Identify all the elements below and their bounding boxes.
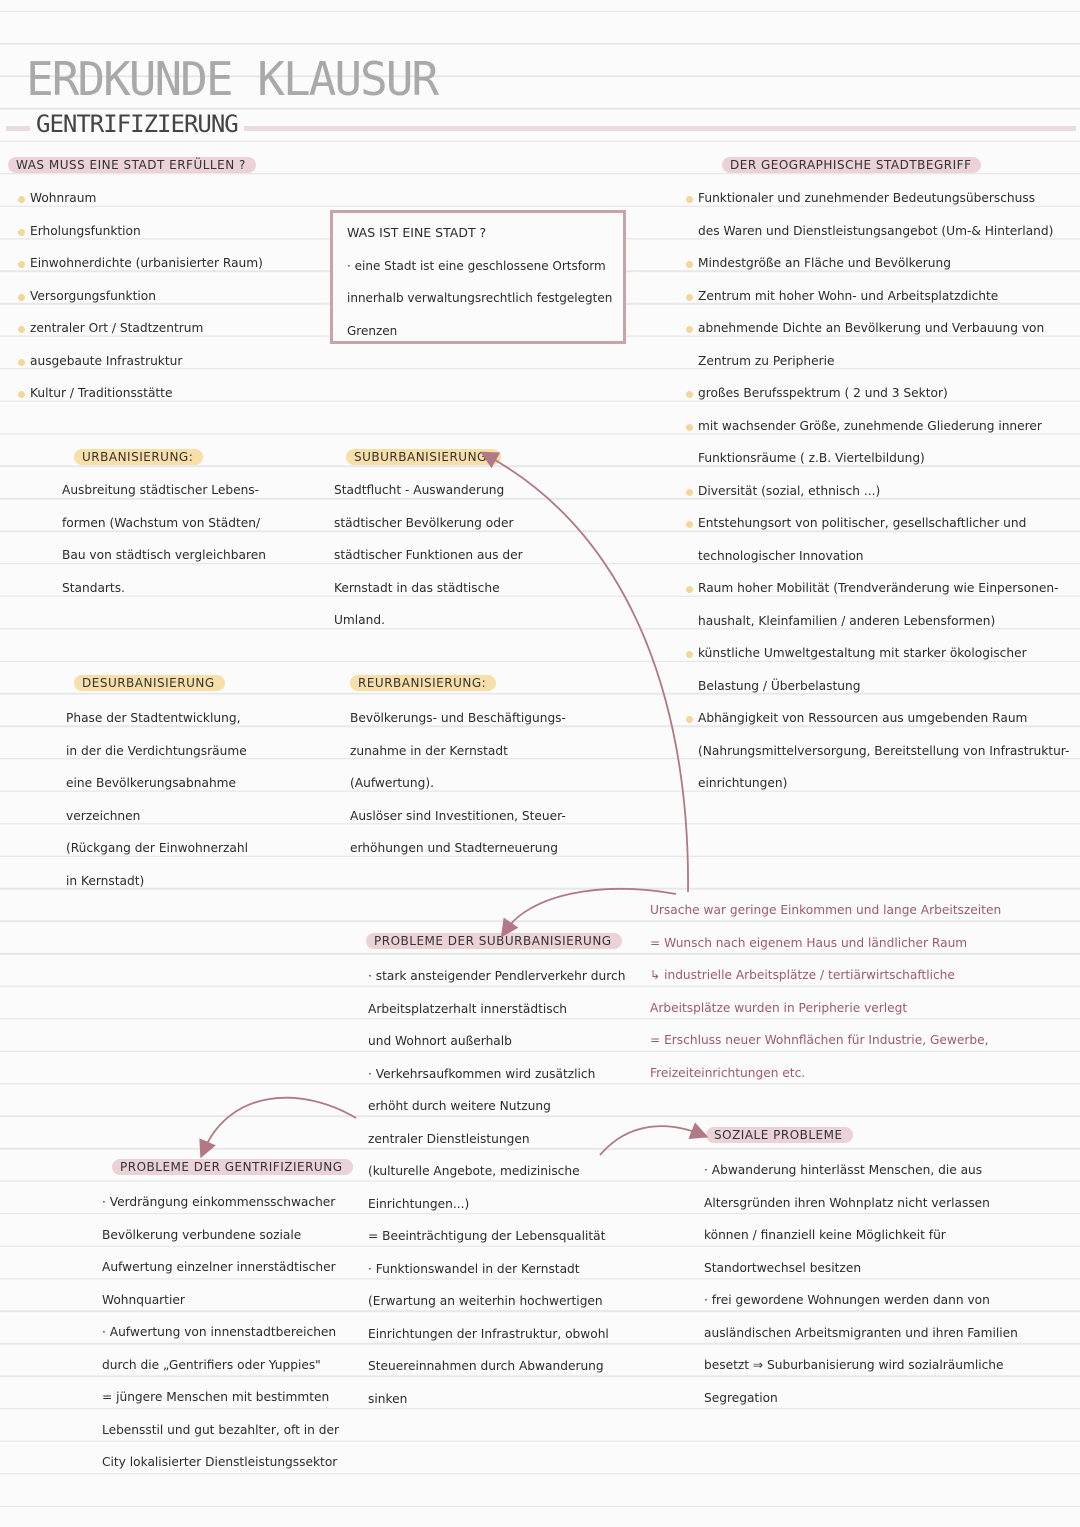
list-item-line: des Waren und Dienstleistungsangebot (Um-& Hinterland) [698,223,1054,238]
list-item-line: Raum hoher Mobilität (Trendveränderung wie Einpersonen- [686,572,1069,605]
text-line: City lokalisierter Dienstleistungssektor [102,1455,338,1469]
heading-was-ist-stadt: WAS IST EINE STADT ? [347,225,487,240]
heading-reurbanisierung: REURBANISIERUNG: [350,675,496,691]
heading-stadt-anforderungen: WAS MUSS EINE STADT ERFÜLLEN ? [8,157,256,173]
text-line: Arbeitsplatzerhalt innerstädtisch [368,1001,568,1016]
text-line: (kulturelle Angebote, medizinische [368,1164,580,1178]
text-line: Standarts. [62,580,125,595]
list-item-line: technologischer Innovation [698,548,864,563]
arrow-probleme-to-soziale [600,1126,700,1155]
text-line: Umland. [334,613,385,627]
text-line: erhöhungen und Stadterneuerung [350,841,558,855]
heading-probleme-gentrifizierung: PROBLEME DER GENTRIFIZIERUNG [112,1159,353,1175]
text-line: formen (Wachstum von Städten/ [62,515,261,530]
text-line: Stadtflucht - Auswanderung [334,483,505,497]
text-line: Aufwertung einzelner innerstädtischer [102,1260,336,1274]
arrow-probleme-to-gentrifizierung [204,1098,356,1150]
list-item-line: Abhängigkeit von Ressourcen aus umgebenden Raum [686,702,1069,735]
text-line: in Kernstadt) [66,873,145,888]
text-line: in der die Verdichtungsräume [66,743,247,758]
text-line: = jüngere Menschen mit bestimmten [102,1390,330,1404]
text-line: Wohnquartier [102,1292,185,1307]
list-item-line: Zentrum mit hoher Wohn- und Arbeitsplatzdichte [686,280,1069,313]
list-item-line: abnehmende Dichte an Bevölkerung und Verbauung von [686,312,1069,345]
text-line: · frei gewordene Wohnungen werden dann von [704,1293,990,1307]
text-line: Auslöser sind Investitionen, Steuer- [350,808,566,823]
list-item: Einwohnerdichte (urbanisierter Raum) [18,247,263,280]
text-line: · Verkehrsaufkommen wird zusätzlich [368,1066,596,1081]
text-line: Bevölkerung verbundene soziale [102,1227,302,1242]
text-line: Ausbreitung städtischer Lebens- [62,483,260,497]
list-item-line: Mindestgröße an Fläche und Bevölkerung [686,247,1069,280]
list-item: ausgebaute Infrastruktur [18,345,263,378]
heading-stadtbegriff: DER GEOGRAPHISCHE STADTBEGRIFF [722,157,981,173]
text-line: verzeichnen [66,808,141,823]
text-line: Ursache war geringe Einkommen und lange Arbeitszeiten [650,903,1002,917]
text-line: ↳ industrielle Arbeitsplätze / tertiärwirtschaftliche [650,968,955,982]
list-item-line: künstliche Umweltgestaltung mit starker ökologischer [686,637,1069,670]
text-line: Einrichtungen...) [368,1196,470,1211]
text-line: · Verdrängung einkommensschwacher [102,1195,336,1209]
list-item: Versorgungsfunktion [18,280,263,313]
definition-line: · eine Stadt ist eine geschlossene Ortsform [347,258,606,273]
text-line: sinken [368,1391,408,1406]
list-item: Kultur / Traditionsstätte [18,377,263,410]
text-line: Kernstadt in das städtische [334,580,500,595]
text-line: städtischer Funktionen aus der [334,548,523,562]
list-item-line: (Nahrungsmittelversorgung, Bereitstellung von Infrastruktur- [698,743,1070,758]
text-line: Segregation [704,1390,778,1405]
text-line: eine Bevölkerungsabnahme [66,776,237,790]
text-line: (Aufwertung). [350,776,434,790]
arrow-ursache-to-suburbanisierung [488,456,688,892]
text-line: städtischer Bevölkerung oder [334,515,514,530]
list-item-line: Entstehungsort von politischer, gesellschaftlicher und [686,507,1069,540]
text-line: (Erwartung an weiterhin hochwertigen [368,1294,603,1308]
text-line: und Wohnort außerhalb [368,1034,512,1048]
list-item-line: Diversität (sozial, ethnisch ...) [686,475,1069,508]
text-line: Altersgründen ihren Wohnplatz nicht verlassen [704,1195,990,1210]
list-item: Wohnraum [18,182,263,215]
definition-line: Grenzen [347,323,398,338]
page-subtitle: GENTRIFIZIERUNG [30,110,244,138]
text-line: Phase der Stadtentwicklung, [66,711,241,725]
page-title: ERDKUNDE KLAUSUR [26,52,438,106]
text-line: · Abwanderung hinterlässt Menschen, die aus [704,1163,983,1177]
heading-soziale-probleme: SOZIALE PROBLEME [706,1127,853,1143]
list-item-line: großes Berufsspektrum ( 2 und 3 Sektor) [686,377,1069,410]
text-line: zunahme in der Kernstadt [350,743,508,758]
text-line: Bau von städtisch vergleichbaren [62,548,266,562]
list-item-line: Belastung / Überbelastung [698,678,861,693]
text-line: Bevölkerungs- und Beschäftigungs- [350,711,566,725]
list-item: zentraler Ort / Stadtzentrum [18,312,263,345]
heading-urbanisierung: URBANISIERUNG: [74,449,203,465]
text-line: Arbeitsplätze wurden in Peripherie verlegt [650,1000,908,1015]
text-line: erhöht durch weitere Nutzung [368,1099,551,1113]
list-item-line: Funktionaler und zunehmender Bedeutungsüberschuss [686,182,1069,215]
text-line: zentraler Dienstleistungen [368,1131,530,1146]
list-item-line: Zentrum zu Peripherie [698,353,835,368]
text-line: (Rückgang der Einwohnerzahl [66,841,248,855]
text-line: können / finanziell keine Möglichkeit für [704,1228,946,1242]
list-item-line: haushalt, Kleinfamilien / anderen Lebensformen) [698,613,996,628]
list-item-line: mit wachsender Größe, zunehmende Gliederung innerer [686,410,1069,443]
text-line: Lebensstil und gut bezahlter, oft in der [102,1422,339,1437]
text-line: · Aufwertung von innenstadtbereichen [102,1325,337,1339]
text-line: = Wunsch nach eigenem Haus und ländlicher Raum [650,935,968,950]
text-line: · Funktionswandel in der Kernstadt [368,1261,580,1276]
heading-probleme-suburbanisierung: PROBLEME DER SUBURBANISIERUNG [366,933,622,949]
list-item-line: einrichtungen) [698,776,788,790]
text-line: Standortwechsel besitzen [704,1260,862,1275]
text-line: Einrichtungen der Infrastruktur, obwohl [368,1326,609,1341]
arrow-ursache-to-probleme [506,889,676,930]
definition-line: innerhalb verwaltungsrechtlich festgelegten [347,291,613,305]
text-line: ausländischen Arbeitsmigranten und ihren Familien [704,1325,1018,1340]
list-item-line: Funktionsräume ( z.B. Viertelbildung) [698,451,925,465]
text-line: = Beeinträchtigung der Lebensqualität [368,1229,606,1243]
heading-suburbanisierung: SUBURBANISIERUNG: [346,449,501,465]
text-line: besetzt ⇒ Suburbanisierung wird sozialräumliche [704,1358,1004,1372]
text-line: durch die „Gentrifiers oder Yuppies" [102,1357,321,1372]
text-line: · stark ansteigender Pendlerverkehr durch [368,969,626,983]
text-line: = Erschluss neuer Wohnflächen für Industrie, Gewerbe, [650,1033,989,1047]
text-line: Steuereinnahmen durch Abwanderung [368,1359,604,1373]
text-line: Freizeiteinrichtungen etc. [650,1065,806,1080]
heading-desurbanisierung: DESURBANISIERUNG [74,675,225,691]
list-item: Erholungsfunktion [18,215,263,248]
